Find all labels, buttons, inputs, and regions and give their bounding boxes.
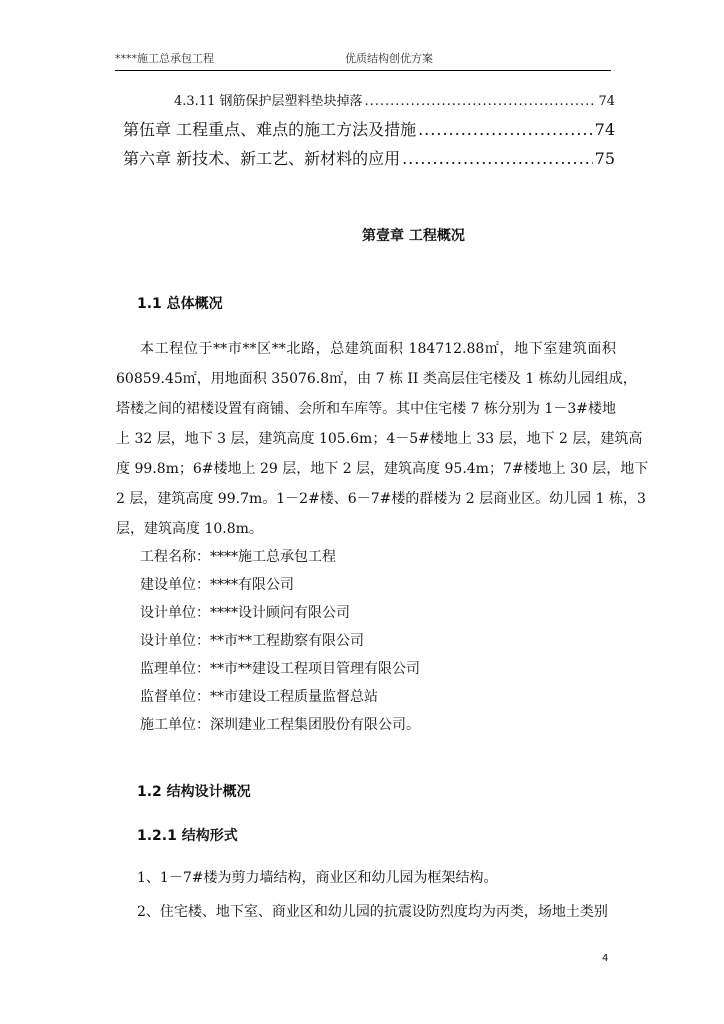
chapter-title: 第壹章 工程概况 [362, 228, 465, 244]
paragraph-line: 上 32 层，地下 3 层，建筑高度 105.6m；4－5#楼地上 33 层，地下 2 层，建筑高 [116, 431, 643, 447]
paragraph-line: 2 层，建筑高度 99.7m。1－2#楼、6－7#楼的群楼为 2 层商业区。幼儿园 1 栋，3 [116, 491, 646, 507]
toc-entry-page: 74 [594, 120, 615, 139]
info-supervision-unit: 监理单位：**市**建设工程项目管理有限公司 [140, 661, 420, 677]
toc-entry-label: 4.3.11 钢筋保护层塑料垫块掉落 [174, 94, 363, 109]
toc-entry-4-3-11[interactable] [174, 90, 615, 109]
toc-entry-chapter-5[interactable] [123, 117, 615, 140]
paragraph-line: 塔楼之间的裙楼设置有商铺、会所和车库等。其中住宅楼 7 栋分别为 1－3#楼地 [116, 401, 616, 417]
paragraph-line: 60859.45㎡，用地面积 35076.8㎡，由 7 栋 II 类高层住宅楼及 1 栋幼儿园组成， [116, 371, 637, 387]
header-project-name: ****施工总承包工程 [115, 52, 214, 65]
paragraph-line: 度 99.8m；6#楼地上 29 层，地下 2 层，建筑高度 95.4m；7#楼地上 30 层，地下 [116, 461, 649, 477]
toc-leader-dots [364, 94, 596, 109]
header-document-title: 优质结构创优方案 [345, 52, 433, 65]
page-header [115, 50, 611, 68]
section-heading-1-2: 1.2 结构设计概况 [137, 784, 251, 800]
info-design-unit: 设计单位：****设计顾问有限公司 [140, 605, 350, 621]
toc-leader-dots [418, 120, 593, 139]
toc-entry-page: 74 [598, 94, 615, 109]
info-project-name: 工程名称：****施工总承包工程 [140, 549, 336, 565]
section-heading-1-1: 1.1 总体概况 [137, 296, 223, 312]
paragraph-line: 层，建筑高度 10.8m。 [116, 521, 263, 537]
info-survey-unit: 设计单位：**市**工程勘察有限公司 [140, 633, 364, 649]
toc-entry-label: 第六章 新技术、新工艺、新材料的应用 [123, 149, 401, 168]
info-construction-unit: 施工单位：深圳建业工程集团股份有限公司。 [140, 717, 420, 733]
structure-item-1: 1、1－7#楼为剪力墙结构，商业区和幼儿园为框架结构。 [137, 870, 498, 886]
structure-item-2: 2、住宅楼、地下室、商业区和幼儿园的抗震设防烈度均为丙类，场地土类别 [137, 904, 608, 920]
info-developer: 建设单位：****有限公司 [140, 577, 294, 593]
toc-entry-label: 第伍章 工程重点、难点的施工方法及措施 [123, 120, 417, 139]
toc-entry-page: 75 [594, 149, 615, 168]
paragraph-line: 本工程位于**市**区**北路，总建筑面积 184712.88㎡，地下室建筑面积 [140, 341, 616, 357]
toc-entry-chapter-6[interactable] [123, 146, 615, 169]
header-divider [115, 70, 611, 71]
info-oversight-unit: 监督单位：**市建设工程质量监督总站 [140, 689, 378, 705]
page-number: 4 [602, 953, 609, 964]
toc-leader-dots [402, 149, 593, 168]
section-heading-1-2-1: 1.2.1 结构形式 [137, 828, 238, 844]
